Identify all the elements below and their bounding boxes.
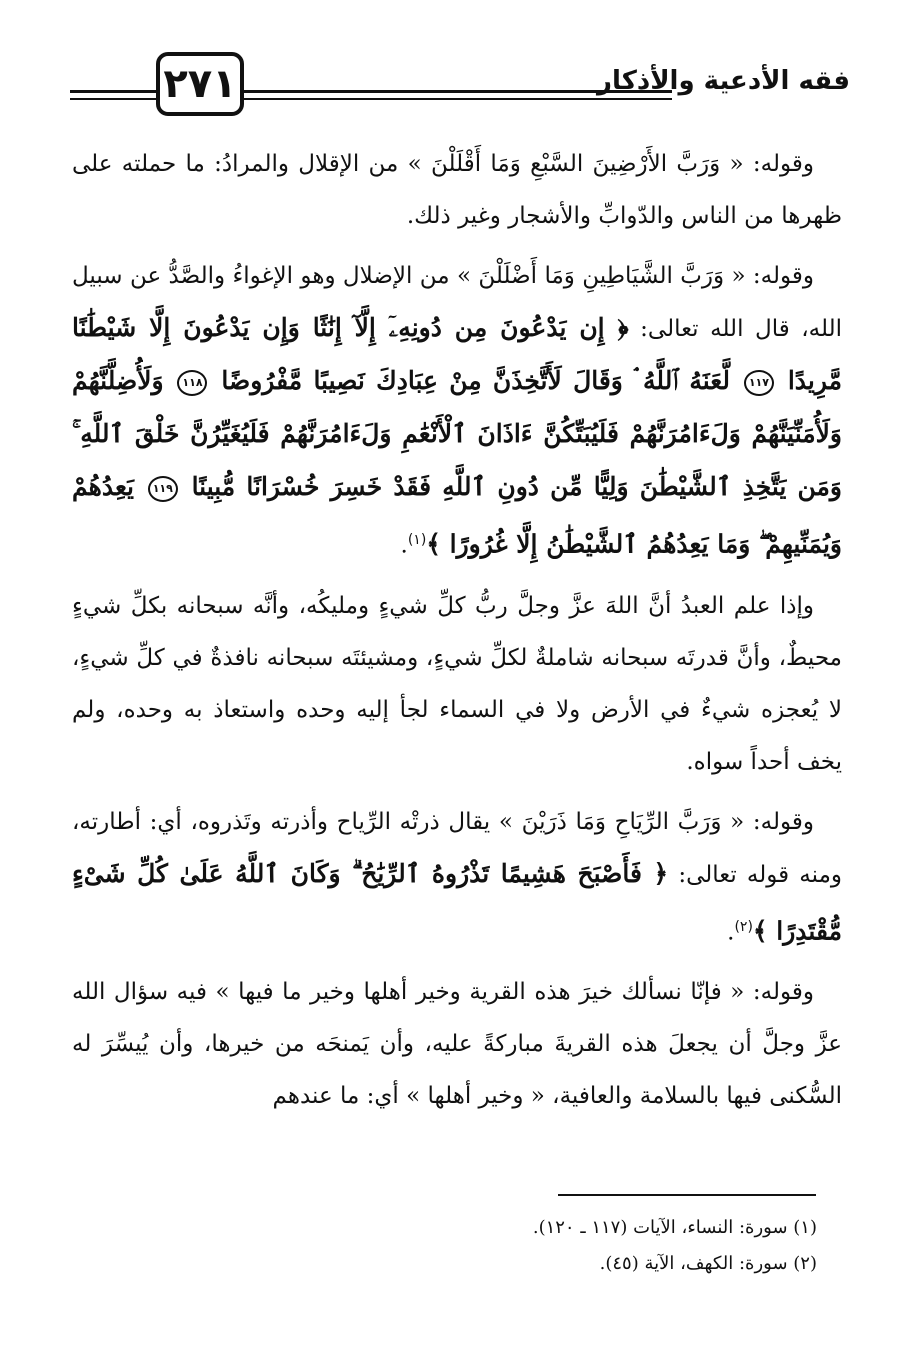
punctuation: . <box>727 919 735 946</box>
header-rule-middle-thin <box>240 98 672 100</box>
header-rule-left-thin <box>70 98 158 100</box>
paragraph-3 <box>72 580 842 788</box>
footnote-1: (١) سورة: النساء، الآيات (١١٧ ـ ١٢٠). <box>532 1217 817 1238</box>
book-title: فقه الأدعية والأذكار <box>597 66 850 96</box>
ayah-marker: ١١٩ <box>148 476 178 502</box>
paragraph-2 <box>72 250 842 572</box>
quran-verse: يَعِدُهُمْ وَيُمَنِّيهِمْ ۖ وَمَا يَعِدُهُمُ ٱلشَّيْطَٰنُ إِلَّا غُرُورًا ﴾ <box>72 472 842 559</box>
paragraph-2-text: وقوله: « وَرَبَّ الشَّيَاطِينِ وَمَا أَضْلَلْنَ » من الإضلال وهو الإغواءُ والصَّدُّ عن سبيل الله، قال الله تعالى: <box>72 263 842 342</box>
main-text <box>72 138 842 1130</box>
footnote-2: (٢) سورة: الكهف، الآية (٤٥). <box>599 1253 817 1274</box>
quran-verse: وَلَأُضِلَّنَّهُمْ وَلَأُمَنِّيَنَّهُمْ وَلَءَامُرَنَّهُمْ فَلَيُبَتِّكُنَّ ءَاذَانَ ٱلْأَنْعَٰمِ وَلَءَامُرَنَّهُمْ فَلَيُغَيِّرُنَّ خَلْقَ ٱللَّهِ ۚ وَمَن يَتَّخِذِ ٱلشَّيْطَٰنَ وَلِيًّا مِّن دُونِ ٱللَّهِ فَقَدْ خَسِرَ خُسْرَانًا مُّبِينًا <box>72 366 843 501</box>
paragraph-5-text: وقوله: « فإنّا نسألك خيرَ هذه القرية وخير أهلها وخير ما فيها » فيه سؤال الله عزَّ وجلَّ أن يجعلَ هذه القريةَ مباركةً عليه، وأن يَمنحَه من خيرها، وأن يُيسِّرَ له السُّكنى فيها بالسلامة والعافية، « وخير أهلها » أي: ما عندهم <box>72 979 842 1110</box>
paragraph-1 <box>72 138 842 242</box>
page-header <box>70 52 850 132</box>
ayah-marker: ١١٧ <box>744 370 774 396</box>
punctuation: . <box>400 532 408 559</box>
quran-verse: ﴿ إِن يَدْعُونَ مِن دُونِهِۦٓ إِلَّآ إِنَٰثًا وَإِن يَدْعُونَ إِلَّا شَيْطَٰنًا مَّرِيدًا <box>72 313 843 395</box>
quran-verse: لَّعَنَهُ ٱللَّهُ ۘ وَقَالَ لَأَتَّخِذَنَّ مِنْ عِبَادِكَ نَصِيبًا مَّفْرُوضًا <box>221 366 730 395</box>
footnote-ref: (١) <box>407 532 427 548</box>
footnote-ref: (٢) <box>734 918 753 935</box>
paragraph-1-text: وقوله: « وَرَبَّ الأَرْضِينَ السَّبْعِ وَمَا أَقْلَلْنَ » من الإقلال والمرادُ: ما حملته على ظهرها من الناس والدّوابِّ والأشجار وغير ذلك. <box>72 151 842 229</box>
footnote-divider <box>558 1194 816 1196</box>
paragraph-3-text: وإذا علم العبدُ أنَّ اللهَ عزَّ وجلَّ ربُّ كلِّ شيءٍ ومليكُه، وأنَّه سبحانه بكلِّ شيءٍ محيطٌ، وأنَّ قدرتَه سبحانه شاملةٌ لكلِّ شيءٍ، ومشيئتَه سبحانه نافذةٌ في كلِّ شيءٍ، لا يُعجزه شيءٌ في الأرض ولا في السماء لجأ إليه وحده واستعاذ به وحده، ولم يخف أحداً سواه. <box>72 592 842 775</box>
footnotes <box>72 1210 817 1282</box>
paragraph-4-text: وقوله: « وَرَبَّ الرِّيَاحِ وَمَا ذَرَيْنَ » يقال ذرتْه الرِّياح وأذرته وتَذروه، أي: أطارته، ومنه قوله تعالى: <box>72 808 843 888</box>
ayah-marker: ١١٨ <box>177 370 207 396</box>
paragraph-4 <box>72 796 842 959</box>
paragraph-5 <box>72 966 842 1122</box>
header-rule-left <box>70 90 158 93</box>
quran-verse: ﴿ فَأَصْبَحَ هَشِيمًا تَذْرُوهُ ٱلرِّيَٰحُ ۗ وَكَانَ ٱللَّهُ عَلَىٰ كُلِّ شَىْءٍ مُّقْتَدِرًا ﴾ <box>72 858 842 946</box>
page-number: ٢٧١ <box>156 52 244 116</box>
